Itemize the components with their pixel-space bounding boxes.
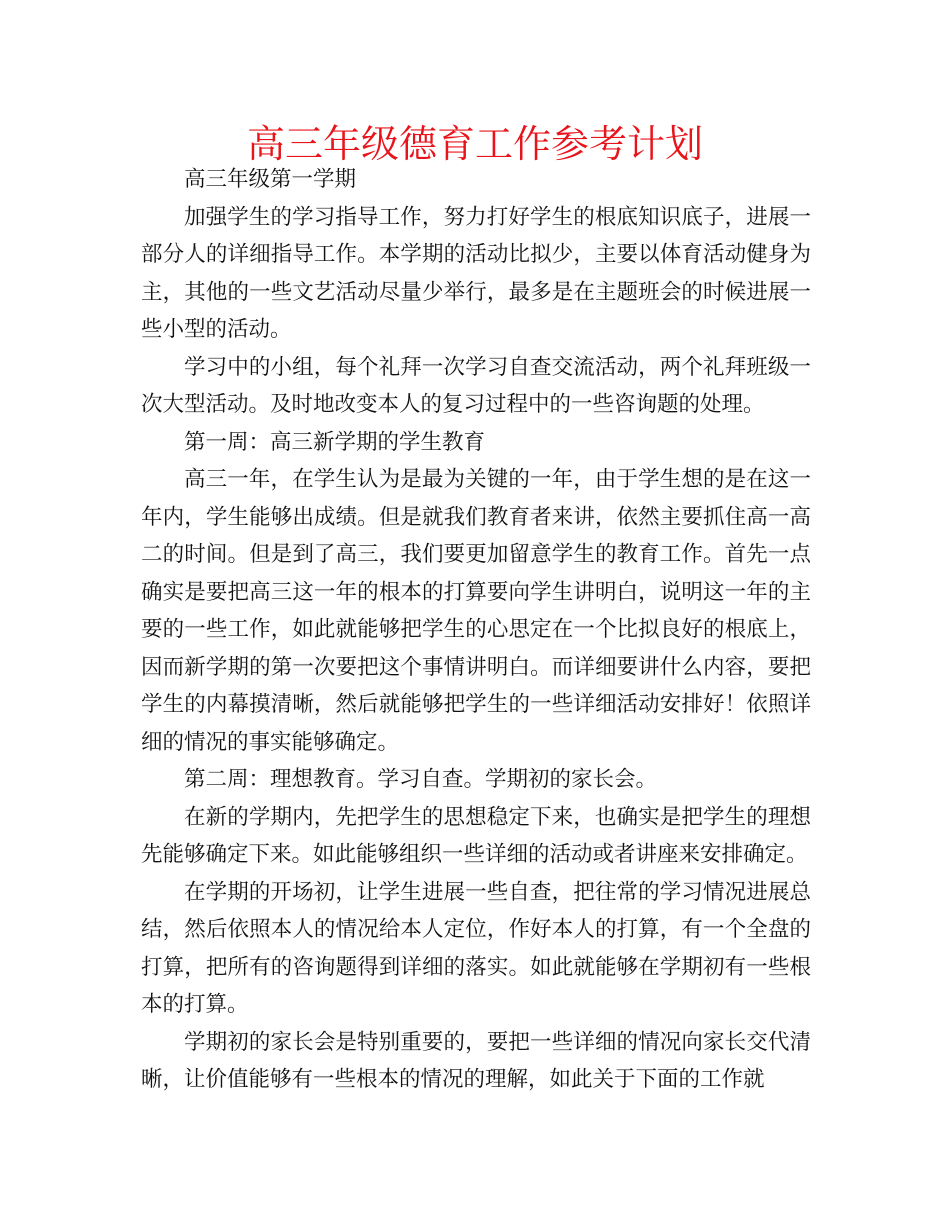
section-heading-week-1: 第一周：高三新学期的学生教育 [184,429,486,455]
section-heading-semester: 高三年级第一学期 [184,167,357,192]
paragraph: 加强学生的学习指导工作，努力打好学生的根底知识底子，进展一部分人的详细指导工作。本学期的活动比拟少，主要以体育活动健身为主，其他的一些文艺活动尽量少举行，最多是在主题班会的时候进展一些小型的活动。 [141,204,811,342]
section-heading-week-2: 第二周：理想教育。学习自查。学期初的家长会。 [184,767,658,792]
document-body [141,161,811,1099]
paragraph: 在新的学期内，先把学生的思想稳定下来，也确实是把学生的理想先能够确定下来。如此能够组织一些详细的活动或者讲座来安排确定。 [141,804,811,867]
document-title: 高三年级德育工作参考计划 [246,122,703,166]
paragraph: 学期初的家长会是特别重要的，要把一些详细的情况向家长交代清晰，让价值能够有一些根本的情况的理解，如此关于下面的工作就 [141,1029,811,1092]
paragraph: 学习中的小组，每个礼拜一次学习自查交流活动，两个礼拜班级一次大型活动。及时地改变本人的复习过程中的一些咨询题的处理。 [141,354,811,417]
paragraph: 高三一年，在学生认为是最为关键的一年，由于学生想的是在这一年内，学生能够出成绩。但是就我们教育者来讲，依然主要抓住高一高二的时间。但是到了高三，我们要更加留意学生的教育工作。首先一点确实是要把高三这一年的根本的打算要向学生讲明白，说明这一年的主要的一些工作，如此就能够把学生的心思定在一个比拟良好的根底上，因而新学期的第一次要把这个事情讲明白。而详细要讲什么内容，要把学生的内幕摸清晰，然后就能够把学生的一些详细活动安排好！依照详细的情况的事实能够确定。 [141,467,811,755]
paragraph: 在学期的开场初，让学生进展一些自查，把往常的学习情况进展总结，然后依照本人的情况给本人定位，作好本人的打算，有一个全盘的打算，把所有的咨询题得到详细的落实。如此就能够在学期初有一些根本的打算。 [141,879,811,1017]
